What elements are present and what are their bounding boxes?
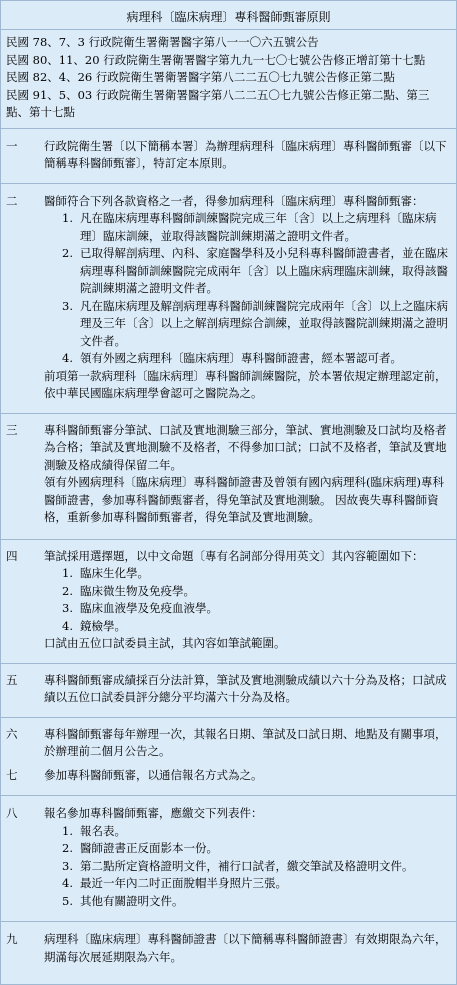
list-item xyxy=(44,565,453,583)
article-text: 專科醫師甄審成績採百分法計算，筆試及實地測驗成績以六十分為及格；口試成績以五位口試委員評分總分平均滿六十分為及格。 xyxy=(44,672,447,704)
item-text: 第二點所定資格證明文件，補行口試者，繳交筆試及格證明文件。 xyxy=(80,858,414,873)
item-number: 3. xyxy=(62,858,73,873)
item-number: 2. xyxy=(62,246,73,260)
list-item xyxy=(44,840,453,858)
article-5 xyxy=(1,663,456,717)
list-item xyxy=(44,245,453,298)
article-text: 筆試採用選擇題，以中文命題〔專有名詞部分得用英文〕其內容範圍如下： xyxy=(44,548,424,563)
item-text: 報名表。 xyxy=(80,823,126,838)
article-number: 六 xyxy=(6,726,18,741)
article-6 xyxy=(1,717,456,764)
item-number: 4. xyxy=(62,351,73,365)
item-number: 1. xyxy=(62,566,73,580)
item-text: 領有外國之病理科〔臨床病理〕專科醫師證書，經本署認可者。 xyxy=(80,351,402,365)
item-text: 鏡檢學。 xyxy=(80,618,126,633)
article-1 xyxy=(1,129,456,183)
page-title: 病理科〔臨床病理〕專科醫師甄審原則 xyxy=(126,10,331,24)
article-number: 九 xyxy=(6,932,18,946)
item-text: 已取得解剖病理、內科、家庭醫學科及小兒科專科醫師證書者，並在臨床病理專科醫師訓練醫院完成兩年〔含〕以上臨床病理臨床訓練，取得該醫院訓練期滿之證明文件者。 xyxy=(80,246,448,295)
history-line: 民國 82、4、26 行政院衛生署衛署醫字第八二二五〇七九號公告修正第二點 xyxy=(6,70,395,84)
article-7 xyxy=(1,764,456,796)
article-note: 前項第一款病理科〔臨床病理〕專科醫師訓練醫院，於本署依規定辦理認定前，依中華民國臨床病理學會認可之醫院為之。 xyxy=(44,368,447,400)
article-9 xyxy=(1,921,456,972)
article-text: 報名參加專科醫師甄審，應繳交下列表件： xyxy=(44,806,263,820)
item-text: 臨床微生物及免疫學。 xyxy=(80,583,195,598)
article-text: 病理科〔臨床病理〕專科醫師證書〔以下簡稱專科醫師證書〕有效期限為六年，期滿每次展延期限為六年。 xyxy=(44,932,447,964)
exam-scope-list xyxy=(44,565,453,635)
item-number: 4. xyxy=(62,618,73,633)
item-text: 凡在臨床病理及解剖病理專科醫師訓練醫院完成兩年〔含〕以上之臨床病理及三年〔含〕以上之解剖病理綜合訓練，並取得該醫院訓練期滿之證明文件者。 xyxy=(80,298,448,348)
article-note: 領有外國病理科〔臨床病理〕專科醫師證書及曾領有國內病理科(臨床病理)專科醫師證書，參加專科醫師甄審者，得免筆試及實地測驗。 因故喪失專科醫師資格，重新參加專科醫師甄審者，得免筆試及實地測驗。 xyxy=(44,475,444,524)
item-number: 1. xyxy=(62,211,73,225)
list-item xyxy=(44,350,453,368)
item-number: 3. xyxy=(62,298,73,313)
list-item xyxy=(44,893,453,911)
item-text: 臨床血液學及免疫血液學。 xyxy=(80,601,218,615)
article-text: 專科醫師甄審每年辦理一次，其報名日期、筆試及口試日期、地點及有關事項，於辦理前二個月公告之。 xyxy=(44,726,447,758)
article-number: 一 xyxy=(6,138,18,153)
article-8 xyxy=(1,795,456,921)
item-text: 醫師證書正反面影本一份。 xyxy=(80,841,218,855)
list-item xyxy=(44,823,453,841)
article-text: 參加專科醫師甄審，以通信報名方式為之。 xyxy=(44,767,263,782)
amendment-history xyxy=(1,29,456,129)
item-text: 臨床生化學。 xyxy=(80,566,149,580)
qualification-list xyxy=(44,210,453,368)
article-2 xyxy=(1,183,456,413)
list-item xyxy=(44,298,453,351)
required-documents-list xyxy=(44,823,453,911)
item-number: 3. xyxy=(62,601,73,615)
article-number: 二 xyxy=(6,193,18,208)
item-text: 最近一年內二吋正面脫帽半身照片三張。 xyxy=(80,876,287,890)
history-line: 民國 80、11、20 行政院衛生署衛署醫字第九九一七〇七號公告修正增訂第十七點 xyxy=(6,52,426,67)
item-number: 2. xyxy=(62,841,73,855)
article-number: 三 xyxy=(6,422,18,437)
list-item xyxy=(44,600,453,618)
history-line: 民國 78、7、3 行政院衛生署衛署醫字第八一一〇六五號公告 xyxy=(6,35,319,49)
article-text: 專科醫師甄審分筆試、口試及實地測驗三部分，筆試、實地測驗及口試均及格者為合格；筆試及實地測驗不及格者，不得參加口試；口試不及格者，筆試及實地測驗及格成績得保留二年。 xyxy=(44,422,447,472)
list-item xyxy=(44,618,453,636)
article-number: 五 xyxy=(6,672,18,687)
item-text: 凡在臨床病理專科醫師訓練醫院完成三年〔含〕以上之病理科〔臨床病理〕臨床訓練，並取得該醫院訓練期滿之證明文件者。 xyxy=(80,211,437,243)
article-note: 口試由五位口試委員主試，其內容如筆試範圍。 xyxy=(44,636,286,650)
list-item xyxy=(44,583,453,601)
article-text: 醫師符合下列各款資格之一者，得參加病理科〔臨床病理〕專科醫師甄審： xyxy=(44,193,424,208)
item-number: 5. xyxy=(62,893,73,908)
item-number: 1. xyxy=(62,823,73,838)
article-number: 八 xyxy=(6,806,18,820)
item-number: 4. xyxy=(62,876,73,890)
article-number: 七 xyxy=(6,767,18,782)
list-item xyxy=(44,210,453,245)
history-line: 民國 91、5、03 行政院衛生署衛署醫字第八二二五〇七九號公告修正第二點、第三點、第十七點 xyxy=(6,87,430,119)
list-item xyxy=(44,875,453,893)
article-4 xyxy=(1,539,456,663)
item-number: 2. xyxy=(62,583,73,598)
article-3 xyxy=(1,413,456,539)
item-text: 其他有關證明文件。 xyxy=(80,893,184,908)
list-item xyxy=(44,858,453,876)
article-text: 行政院衛生署〔以下簡稱本署〕為辦理病理科〔臨床病理〕專科醫師甄審〔以下簡稱專科醫師甄審〕，特訂定本原則。 xyxy=(44,138,447,170)
article-number: 四 xyxy=(6,548,18,563)
